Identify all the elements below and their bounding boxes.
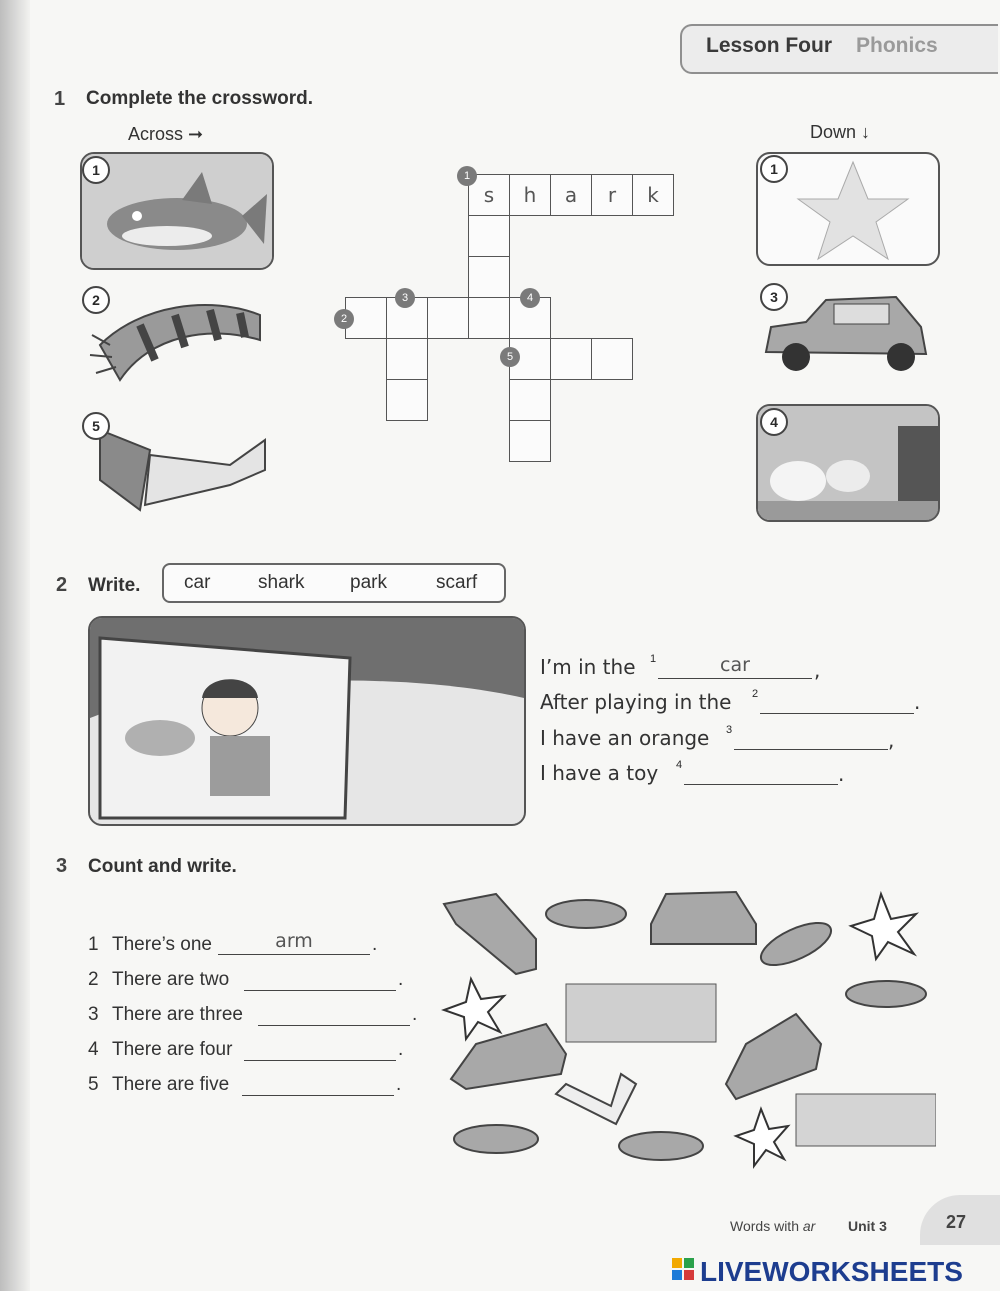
count-blank-4[interactable]: [244, 1034, 396, 1061]
sentence-text: After playing in the: [540, 690, 732, 714]
car-icon: [726, 1014, 821, 1099]
crossword-number: 3: [395, 288, 415, 308]
shark-icon: [619, 1132, 703, 1160]
across-1-badge: 1: [82, 156, 110, 184]
crossword-cell[interactable]: [468, 215, 510, 257]
count-text: There are two: [112, 969, 230, 990]
sentence-end: ,: [888, 728, 895, 752]
crossword-cell[interactable]: s: [468, 174, 510, 216]
section2-title: Write.: [88, 575, 141, 596]
count-end: .: [412, 1004, 418, 1025]
answer-1: car: [720, 654, 750, 676]
across-2-badge: 2: [82, 286, 110, 314]
down-4-badge: 4: [760, 408, 788, 436]
count-blank-5[interactable]: [242, 1069, 394, 1096]
count-end: .: [372, 934, 378, 955]
crossword-number: 2: [334, 309, 354, 329]
sentence-text: I have a toy: [540, 761, 659, 785]
sentence-sup: 2: [752, 688, 759, 700]
car-icon: [651, 892, 756, 944]
arrow-down-icon: ↓: [861, 122, 871, 142]
down-1-badge: 1: [760, 155, 788, 183]
shark-icon: [755, 914, 837, 973]
count-blank-3[interactable]: [258, 999, 410, 1026]
crossword-cell[interactable]: [468, 256, 510, 298]
shark-icon: [846, 981, 926, 1007]
sentence-text: I’m in the: [540, 655, 636, 679]
word-bank-item: park: [350, 572, 387, 593]
section3-number: 3: [56, 855, 68, 877]
section1-number: 1: [54, 88, 66, 110]
count-blank-2[interactable]: [244, 964, 396, 991]
sentence-sup: 3: [726, 724, 733, 736]
car-icon: [444, 894, 536, 974]
crossword-cell[interactable]: [509, 420, 551, 462]
count-end: .: [396, 1074, 402, 1095]
star-icon: [444, 979, 504, 1039]
answer-blank-3[interactable]: [734, 723, 888, 750]
across-5-badge: 5: [82, 412, 110, 440]
count-answer-1: arm: [275, 930, 313, 952]
scan-edge-shadow: [0, 0, 30, 1291]
count-text: There’s one: [112, 934, 212, 955]
sentence-end: .: [838, 762, 845, 786]
count-num: 2: [88, 969, 99, 990]
crossword-cell[interactable]: h: [509, 174, 551, 216]
crossword-number: 4: [520, 288, 540, 308]
count-num: 4: [88, 1039, 99, 1060]
count-text: There are four: [112, 1039, 233, 1060]
boy-in-car-picture: [88, 616, 526, 826]
crossword-cell[interactable]: k: [632, 174, 674, 216]
down-label: Down ↓: [810, 122, 871, 142]
lesson-title: Lesson Four: [706, 34, 833, 57]
sentence-end: ,: [814, 658, 821, 682]
brand-wordmark: LIVEWORKSHEETS: [700, 1256, 963, 1287]
crossword-cell[interactable]: [468, 297, 510, 339]
crossword-number: 5: [500, 347, 520, 367]
crossword-cell[interactable]: [591, 338, 633, 380]
across-label: Across ➞: [128, 124, 204, 144]
sentence-sup: 4: [676, 759, 683, 771]
lesson-subtitle: Phonics: [856, 34, 938, 57]
word-bank-item: shark: [258, 572, 305, 593]
crossword-cell[interactable]: a: [550, 174, 592, 216]
sentence-sup: 1: [650, 653, 657, 665]
crossword-cell[interactable]: [550, 338, 592, 380]
section2-number: 2: [56, 574, 68, 596]
answer-blank-2[interactable]: [760, 687, 914, 714]
crossword-cell[interactable]: [386, 379, 428, 421]
star-icon: [736, 1109, 788, 1166]
shark-icon: [546, 900, 626, 928]
liveworksheets-logo-icon: [672, 1258, 694, 1280]
crossword-cell[interactable]: r: [591, 174, 633, 216]
crossword-number: 1: [457, 166, 477, 186]
word-bank-item: car: [184, 572, 211, 593]
count-end: .: [398, 1039, 404, 1060]
boy-in-car-icon: [90, 618, 524, 824]
page-number: 27: [946, 1212, 967, 1232]
footer-topic: Words with ar: [730, 1218, 816, 1234]
crossword-cell[interactable]: [427, 297, 469, 339]
shark-icon: [454, 1125, 538, 1153]
answer-blank-4[interactable]: [684, 758, 838, 785]
count-num: 1: [88, 934, 99, 955]
count-num: 5: [88, 1074, 99, 1095]
park-icon: [566, 984, 716, 1042]
park-icon: [796, 1094, 936, 1146]
count-text: There are three: [112, 1004, 243, 1025]
arm-icon: [556, 1074, 636, 1124]
crossword-cell[interactable]: [509, 379, 551, 421]
shark-icon: [82, 154, 272, 268]
section3-title: Count and write.: [88, 856, 237, 877]
sentence-end: .: [914, 690, 921, 714]
arrow-right-icon: ➞: [188, 124, 204, 144]
count-collage-drawing: [436, 884, 936, 1174]
down-3-badge: 3: [760, 283, 788, 311]
footer-unit: Unit 3: [848, 1218, 887, 1234]
star-icon: [851, 894, 916, 959]
sentence-text: I have an orange: [540, 726, 710, 750]
count-text: There are five: [112, 1074, 230, 1095]
crossword-cell[interactable]: [386, 338, 428, 380]
count-collage: [436, 884, 936, 1174]
section1-title: Complete the crossword.: [86, 88, 313, 109]
count-num: 3: [88, 1004, 99, 1025]
word-bank-item: scarf: [436, 572, 478, 593]
count-end: .: [398, 969, 404, 990]
